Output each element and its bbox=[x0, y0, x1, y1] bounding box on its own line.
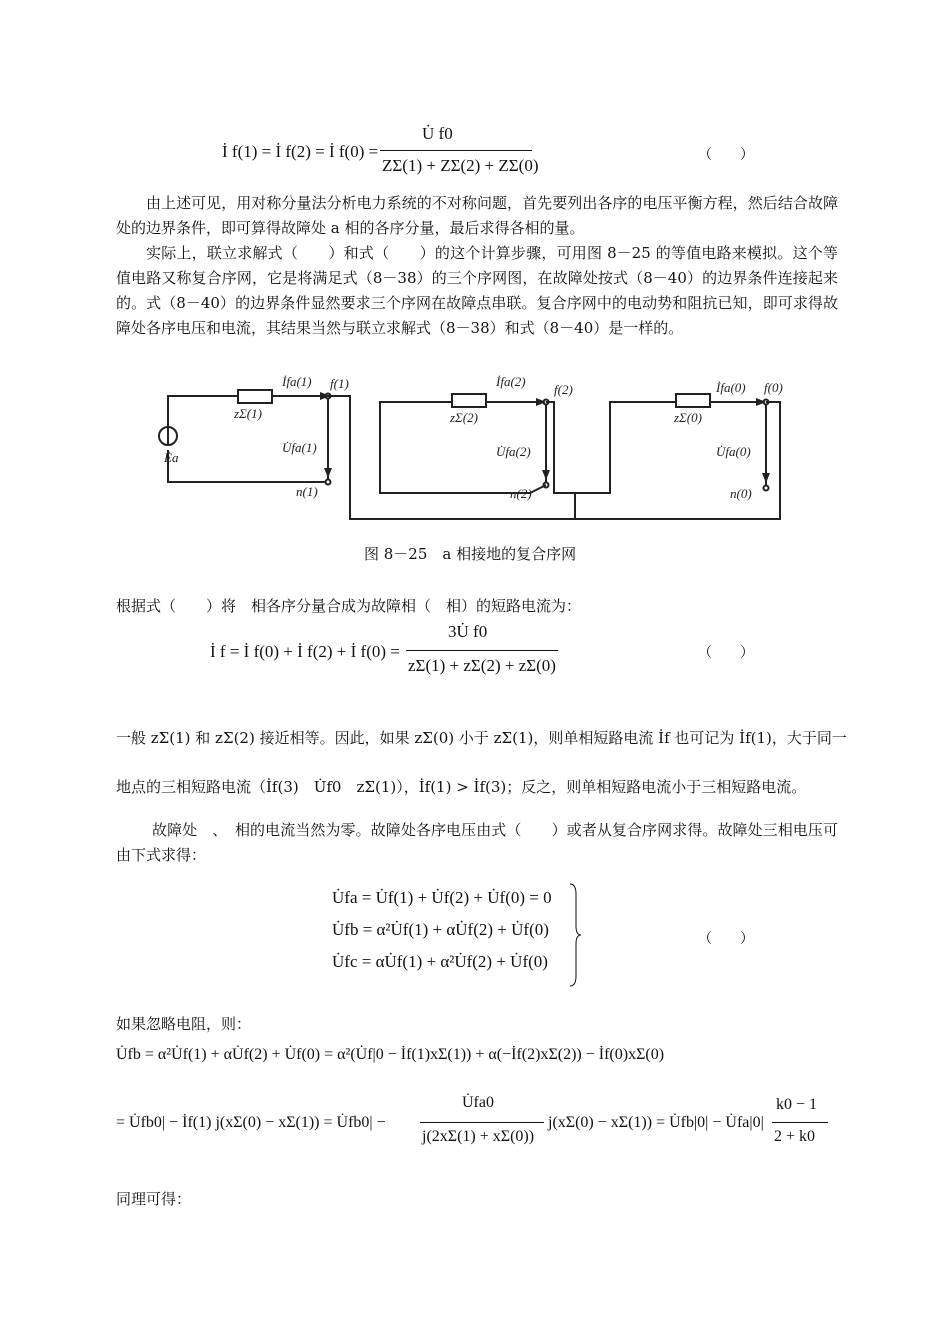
equation-1-fraction-bar bbox=[380, 150, 532, 151]
paragraph-1: 由上述可见，用对称分量法分析电力系统的不对称问题，首先要列出各序的电压平衡方程，然后结合故障处的边界条件，即可算得故障处 a 相的各序分量，最后求得各相的量。 bbox=[116, 194, 838, 237]
paragraph-4-line-1: 一般 zΣ(1) 和 zΣ(2) 接近相等。因此，如果 zΣ(0) 小于 zΣ(1)，则单相短路电流 İf 也可记为 İf(1)，大于同一 bbox=[116, 729, 847, 747]
equation-1-numerator: U̇ f0 bbox=[422, 124, 453, 143]
label-zs0: zΣ(0) bbox=[674, 410, 702, 425]
neg-seq-top-wire bbox=[380, 402, 452, 482]
equation-3-line-1: U̇fa = U̇f(1) + U̇f(2) + U̇f(0) = 0 bbox=[332, 888, 552, 907]
pos-seq-impedance bbox=[238, 390, 272, 403]
figure-composite-sequence-network bbox=[150, 370, 800, 560]
zero-seq-impedance bbox=[676, 394, 710, 407]
label-n1: n(1) bbox=[296, 484, 318, 499]
neg-seq-voltage-arrow bbox=[542, 470, 550, 480]
neg-seq-impedance bbox=[452, 394, 486, 407]
equation-4-line-2-part-b: j(xΣ(0) − xΣ(1)) = U̇fb|0| − U̇fa|0| bbox=[548, 1114, 764, 1131]
equation-4-frac-den: j(2xΣ(1) + xΣ(0)) bbox=[422, 1128, 535, 1145]
label-ifa1: İfa(1) bbox=[282, 374, 312, 389]
label-f2: f(2) bbox=[554, 382, 573, 397]
label-ifa0: İfa(0) bbox=[716, 380, 746, 395]
paragraph-4-line-2: 地点的三相短路电流（İf(3) U̇f0 zΣ(1)），İf(1) > İf(3)；反之，则单相短路电流小于三相短路电流。 bbox=[116, 778, 807, 796]
equation-4-k-den: 2 + k0 bbox=[774, 1128, 816, 1145]
equation-1-denominator: ZΣ(1) + ZΣ(2) + ZΣ(0) bbox=[382, 156, 539, 175]
equation-2-denominator: zΣ(1) + zΣ(2) + zΣ(0) bbox=[408, 656, 556, 675]
equation-1-number: （ ） bbox=[698, 148, 754, 163]
equation-4-k-num: k0 − 1 bbox=[776, 1096, 818, 1113]
pos-seq-voltage-arrow bbox=[324, 468, 332, 478]
paragraph-3: 根据式（ ）将 相各序分量合成为故障相（ 相）的短路电流为： bbox=[116, 597, 582, 615]
pos-seq-top-wire bbox=[168, 396, 238, 436]
label-ufa1: U̇fa(1) bbox=[282, 440, 317, 455]
label-ifa2: İfa(2) bbox=[496, 374, 526, 389]
equation-4-line-2 bbox=[116, 1090, 836, 1160]
label-zs1: zΣ(1) bbox=[234, 406, 262, 421]
label-n2: n(2) bbox=[510, 486, 532, 501]
equation-4-frac-num: U̇fa0 bbox=[462, 1094, 494, 1111]
equation-1 bbox=[222, 120, 782, 190]
paragraph-5: 故障处 、 相的电流当然为零。故障处各序电压由式（ ）或者从复合序网求得。故障处三相电压可由下式求得： bbox=[116, 821, 838, 864]
label-n0: n(0) bbox=[730, 486, 752, 501]
equation-3-line-2: U̇fb = α²U̇f(1) + αU̇f(2) + U̇f(0) bbox=[332, 920, 549, 939]
equation-3 bbox=[332, 882, 772, 992]
equation-2 bbox=[210, 620, 770, 690]
equation-4-k-bar bbox=[772, 1122, 828, 1123]
label-ea: Ėa bbox=[164, 450, 179, 465]
label-ufa2: U̇fa(2) bbox=[496, 444, 531, 459]
equation-3-number: （ ） bbox=[698, 932, 754, 947]
label-f1: f(1) bbox=[330, 376, 349, 391]
equation-3-right-brace bbox=[568, 882, 582, 988]
label-ufa0: U̇fa(0) bbox=[716, 444, 751, 459]
equation-4-frac-bar bbox=[420, 1122, 544, 1123]
equation-4-line-1: U̇fb = α²U̇f(1) + αU̇f(2) + U̇f(0) = α²(U̇f|0 − İf(1)xΣ(1)) + α(−İf(2)xΣ(2)) − İf(0)xΣ(0) bbox=[116, 1046, 665, 1063]
equation-2-fraction-bar bbox=[406, 650, 558, 651]
equation-4-line-2-part-a: = U̇fb0| − İf(1) j(xΣ(0) − xΣ(1)) = U̇fb0| − bbox=[116, 1114, 386, 1131]
zero-seq-top-wire bbox=[610, 402, 676, 482]
paragraph-6: 如果忽略电阻，则： bbox=[116, 1015, 252, 1033]
equation-3-line-3: U̇fc = αU̇f(1) + α²U̇f(2) + U̇f(0) bbox=[332, 952, 548, 971]
figure-caption: 图 8－25 a 相接地的复合序网 bbox=[364, 545, 577, 563]
label-f0: f(0) bbox=[764, 380, 783, 395]
equation-2-lhs: İ f = İ f(0) + İ f(2) + İ f(0) = bbox=[210, 642, 400, 661]
label-zs2: zΣ(2) bbox=[450, 410, 478, 425]
zero-seq-voltage-arrow bbox=[762, 473, 770, 483]
paragraph-7: 同理可得： bbox=[116, 1190, 192, 1208]
equation-2-numerator: 3U̇ f0 bbox=[448, 622, 488, 641]
equation-2-number: （ ） bbox=[698, 646, 754, 661]
equation-1-lhs: İ f(1) = İ f(2) = İ f(0) = bbox=[222, 142, 379, 161]
paragraph-2: 实际上，联立求解式（ ）和式（ ）的这个计算步骤，可用图 8－25 的等值电路来模拟。这个等值电路又称复合序网，它是将满足式（8－38）的三个序网图，在故障处按式（8－40）的边界条件连接起来的。式（8－40）的边界条件显然要求三个序网在故障点串联。复合序网中的电动势和阻抗已知，即可求得故障处各序电压和电流，其结果当然与联立求解式（8－38）和式（8－40）是一样的。 bbox=[116, 244, 838, 337]
